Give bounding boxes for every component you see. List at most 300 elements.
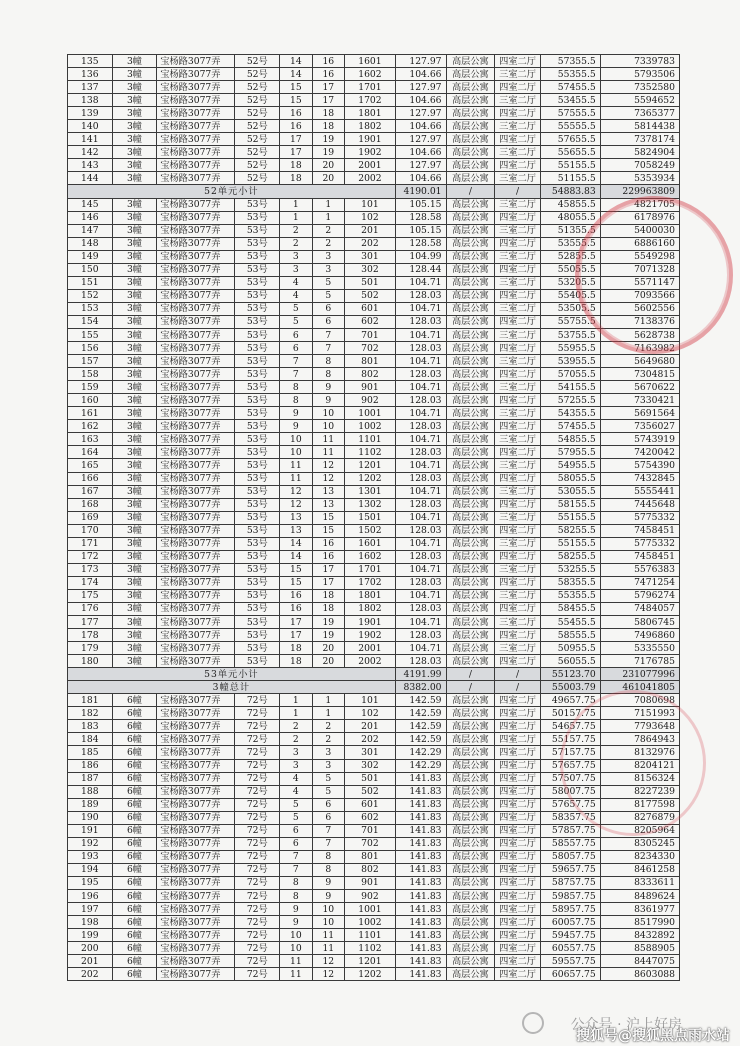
cell-total-price: 229963809 [600,185,679,198]
cell-room: 502 [345,785,396,798]
cell-road: 宝杨路3077弄 [157,942,235,955]
cell-building: 6幢 [112,824,157,837]
cell-nominal-floor: 10 [312,903,344,916]
cell-building: 6幢 [112,837,157,850]
cell-unit-price: 59657.75 [540,863,600,876]
cell-layout: 四室二厅 [495,472,541,485]
cell-type: 高层公寓 [446,537,495,550]
cell-unit-price: 53955.5 [540,355,600,368]
cell-area: 141.83 [395,929,446,942]
cell-type: 高层公寓 [446,642,495,655]
cell-floor: 10 [280,942,312,955]
cell-type: 高层公寓 [446,694,495,707]
cell-unit-no: 52号 [235,146,280,159]
cell-layout: 四室二厅 [495,968,541,981]
cell-nominal-floor: 6 [312,798,344,811]
cell-seq: 153 [68,302,113,315]
cell-floor: 11 [280,472,312,485]
cell-unit-price: 57455.5 [540,420,600,433]
table-row [68,211,680,224]
cell-road: 宝杨路3077弄 [157,276,235,289]
cell-room: 201 [345,720,396,733]
cell-layout: 三室二厅 [495,276,541,289]
cell-floor: 2 [280,224,312,237]
table-row [68,798,680,811]
cell-unit-price: 51355.5 [540,224,600,237]
cell-area: 142.29 [395,759,446,772]
table-row [68,811,680,824]
cell-floor: 10 [280,433,312,446]
cell-building: 3幢 [112,446,157,459]
cell-road: 宝杨路3077弄 [157,315,235,328]
cell-nominal-floor: 16 [312,550,344,563]
cell-layout: 四室二厅 [495,824,541,837]
cell-seq: 192 [68,837,113,850]
cell-layout: 四室二厅 [495,446,541,459]
cell-total-price: 5594652 [600,94,679,107]
cell-unit-price: 54883.83 [540,185,600,198]
cell-road: 宝杨路3077弄 [157,485,235,498]
cell-floor: 16 [280,107,312,120]
cell-area: 104.66 [395,68,446,81]
cell-floor: 11 [280,968,312,981]
cell-seq: 187 [68,772,113,785]
cell-area: 104.99 [395,250,446,263]
cell-building: 3幢 [112,133,157,146]
cell-building: 3幢 [112,211,157,224]
cell-nominal-floor: 5 [312,289,344,302]
cell-total-price: 8227239 [600,785,679,798]
cell-road: 宝杨路3077弄 [157,394,235,407]
cell-seq: 190 [68,811,113,824]
cell-area: 128.58 [395,211,446,224]
cell-floor: 2 [280,733,312,746]
cell-building: 3幢 [112,381,157,394]
cell-room: 101 [345,198,396,211]
cell-type: 高层公寓 [446,498,495,511]
cell-floor: 12 [280,485,312,498]
cell-room: 1902 [345,146,396,159]
cell-unit-price: 49657.75 [540,694,600,707]
cell-total-price: 8447075 [600,955,679,968]
cell-total-price: 8432892 [600,929,679,942]
cell-road: 宝杨路3077弄 [157,537,235,550]
cell-layout: 三室二厅 [495,511,541,524]
cell-nominal-floor: 9 [312,394,344,407]
cell-building: 3幢 [112,642,157,655]
cell-floor: 4 [280,785,312,798]
cell-seq: 147 [68,224,113,237]
table-row [68,172,680,185]
table-row [68,576,680,589]
cell-room: 302 [345,263,396,276]
cell-nominal-floor: 5 [312,772,344,785]
cell-floor: 8 [280,876,312,889]
cell-layout: 四室二厅 [495,524,541,537]
cell-unit-price: 57507.75 [540,772,600,785]
cell-unit-price: 55655.5 [540,146,600,159]
cell-total-price: 7356027 [600,420,679,433]
table-row [68,81,680,94]
cell-nominal-floor: 6 [312,811,344,824]
cell-nominal-floor: 20 [312,172,344,185]
cell-area: 4191.99 [395,668,446,681]
cell-building: 6幢 [112,707,157,720]
cell-room: 1002 [345,916,396,929]
table-row [68,120,680,133]
cell-floor: 13 [280,511,312,524]
cell-layout: 三室二厅 [495,198,541,211]
cell-type: 高层公寓 [446,968,495,981]
table-row [68,146,680,159]
cell-nominal-floor: 16 [312,55,344,68]
cell-room: 702 [345,342,396,355]
cell-unit-no: 72号 [235,903,280,916]
cell-building: 3幢 [112,485,157,498]
table-row [68,642,680,655]
cell-total-price: 5775332 [600,511,679,524]
cell-layout: 四室二厅 [495,211,541,224]
cell-building: 3幢 [112,263,157,276]
cell-nominal-floor: 20 [312,642,344,655]
cell-road: 宝杨路3077弄 [157,498,235,511]
cell-seq: 196 [68,890,113,903]
cell-nominal-floor: 19 [312,629,344,642]
cell-building: 6幢 [112,916,157,929]
cell-unit-no: 53号 [235,629,280,642]
cell-nominal-floor: 11 [312,929,344,942]
cell-road: 宝杨路3077弄 [157,342,235,355]
cell-room: 202 [345,733,396,746]
table-row [68,394,680,407]
cell-floor: 14 [280,537,312,550]
cell-floor: 9 [280,903,312,916]
cell-seq: 136 [68,68,113,81]
cell-area: 104.71 [395,537,446,550]
cell-unit-no: 72号 [235,733,280,746]
cell-unit-price: 57157.75 [540,746,600,759]
cell-building: 3幢 [112,55,157,68]
cell-seq: 172 [68,550,113,563]
cell-area: 141.83 [395,890,446,903]
cell-nominal-floor: 11 [312,446,344,459]
cell-unit-no: 53号 [235,315,280,328]
cell-road: 宝杨路3077弄 [157,576,235,589]
cell-total-price: 7138376 [600,315,679,328]
cell-nominal-floor: 18 [312,107,344,120]
cell-total-price: 461041805 [600,681,679,694]
cell-total-price: 8276879 [600,811,679,824]
cell-room: 1802 [345,602,396,615]
cell-unit-no: 53号 [235,276,280,289]
cell-room: 601 [345,798,396,811]
cell-unit-no: 53号 [235,289,280,302]
cell-unit-price: 55155.5 [540,537,600,550]
table-row [68,107,680,120]
cell-total-price: 8361977 [600,903,679,916]
cell-type: 高层公寓 [446,133,495,146]
cell-road: 宝杨路3077弄 [157,759,235,772]
cell-type: 高层公寓 [446,485,495,498]
table-row [68,942,680,955]
cell-area: 128.03 [395,342,446,355]
cell-total-price: 8603088 [600,968,679,981]
cell-road: 宝杨路3077弄 [157,824,235,837]
cell-unit-no: 52号 [235,120,280,133]
cell-floor: 11 [280,459,312,472]
cell-area: 104.71 [395,355,446,368]
cell-area: 104.71 [395,276,446,289]
table-row [68,276,680,289]
cell-unit-price: 57955.5 [540,446,600,459]
cell-total-price: 5602556 [600,302,679,315]
cell-seq: 202 [68,968,113,981]
cell-unit-price: 58455.5 [540,602,600,615]
cell-layout: 四室二厅 [495,133,541,146]
cell-seq: 197 [68,903,113,916]
cell-total-price: 5649680 [600,355,679,368]
cell-road: 宝杨路3077弄 [157,224,235,237]
cell-seq: 175 [68,589,113,602]
table-row [68,903,680,916]
cell-area: 104.71 [395,407,446,420]
cell-unit-no: 53号 [235,381,280,394]
table-row [68,876,680,889]
cell-unit-price: 53055.5 [540,485,600,498]
cell-layout: 四室二厅 [495,850,541,863]
cell-area: 8382.00 [395,681,446,694]
cell-unit-no: 72号 [235,759,280,772]
cell-road: 宝杨路3077弄 [157,328,235,341]
cell-unit-price: 53755.5 [540,328,600,341]
cell-road: 宝杨路3077弄 [157,107,235,120]
cell-layout: 四室二厅 [495,929,541,942]
cell-layout: 四室二厅 [495,916,541,929]
cell-area: 104.71 [395,459,446,472]
cell-subtotal-label: 3幢总计 [68,681,396,694]
cell-area: 104.71 [395,589,446,602]
table-row [68,629,680,642]
cell-unit-price: 57355.5 [540,55,600,68]
cell-type: 高层公寓 [446,224,495,237]
cell-seq: 145 [68,198,113,211]
cell-area: 141.83 [395,798,446,811]
cell-total-price: 5670622 [600,381,679,394]
cell-room: 702 [345,837,396,850]
watermark [0,1000,740,1046]
cell-road: 宝杨路3077弄 [157,302,235,315]
cell-road: 宝杨路3077弄 [157,263,235,276]
cell-type: / [446,185,495,198]
cell-layout: 四室二厅 [495,498,541,511]
cell-floor: 14 [280,550,312,563]
cell-subtotal-label: 53单元小计 [68,668,396,681]
cell-layout: 三室二厅 [495,172,541,185]
cell-layout: 三室二厅 [495,120,541,133]
table-row [68,759,680,772]
cell-nominal-floor: 8 [312,850,344,863]
cell-floor: 5 [280,315,312,328]
cell-type: 高层公寓 [446,563,495,576]
table-row [68,890,680,903]
cell-seq: 176 [68,602,113,615]
cell-floor: 1 [280,211,312,224]
cell-floor: 9 [280,420,312,433]
cell-unit-no: 53号 [235,250,280,263]
cell-layout: 四室二厅 [495,746,541,759]
cell-layout: 四室二厅 [495,759,541,772]
cell-road: 宝杨路3077弄 [157,876,235,889]
cell-layout: 三室二厅 [495,563,541,576]
cell-unit-no: 72号 [235,811,280,824]
cell-total-price: 7365377 [600,107,679,120]
cell-area: 128.03 [395,498,446,511]
cell-unit-price: 58007.75 [540,785,600,798]
cell-type: 高层公寓 [446,707,495,720]
cell-unit-price: 58757.75 [540,876,600,889]
cell-seq: 184 [68,733,113,746]
cell-type: 高层公寓 [446,629,495,642]
cell-unit-price: 57255.5 [540,394,600,407]
cell-road: 宝杨路3077弄 [157,355,235,368]
cell-unit-no: 53号 [235,355,280,368]
cell-layout: 四室二厅 [495,107,541,120]
cell-unit-no: 72号 [235,746,280,759]
cell-nominal-floor: 8 [312,863,344,876]
table-row [68,459,680,472]
cell-unit-no: 52号 [235,68,280,81]
cell-room: 802 [345,368,396,381]
cell-building: 3幢 [112,328,157,341]
cell-building: 6幢 [112,955,157,968]
cell-seq: 149 [68,250,113,263]
cell-road: 宝杨路3077弄 [157,407,235,420]
cell-room: 1002 [345,420,396,433]
cell-unit-price: 58555.5 [540,629,600,642]
cell-seq: 186 [68,759,113,772]
cell-floor: 8 [280,394,312,407]
cell-room: 1901 [345,133,396,146]
cell-room: 102 [345,707,396,720]
cell-layout: 四室二厅 [495,602,541,615]
cell-unit-price: 58057.75 [540,850,600,863]
cell-unit-price: 58557.75 [540,837,600,850]
cell-unit-price: 45855.5 [540,198,600,211]
cell-nominal-floor: 13 [312,485,344,498]
cell-seq: 154 [68,315,113,328]
cell-floor: 1 [280,707,312,720]
cell-unit-no: 53号 [235,524,280,537]
cell-unit-no: 53号 [235,433,280,446]
cell-nominal-floor: 17 [312,94,344,107]
cell-area: 142.59 [395,720,446,733]
cell-room: 301 [345,746,396,759]
cell-room: 1602 [345,550,396,563]
cell-room: 1502 [345,524,396,537]
cell-floor: 8 [280,381,312,394]
cell-nominal-floor: 7 [312,837,344,850]
cell-area: 128.03 [395,655,446,668]
cell-layout: 四室二厅 [495,876,541,889]
cell-seq: 189 [68,798,113,811]
cell-area: 128.03 [395,368,446,381]
cell-unit-no: 53号 [235,485,280,498]
cell-unit-no: 53号 [235,563,280,576]
cell-total-price: 7420042 [600,446,679,459]
cell-building: 6幢 [112,785,157,798]
cell-seq: 137 [68,81,113,94]
cell-seq: 142 [68,146,113,159]
cell-layout: 四室二厅 [495,159,541,172]
table-row [68,733,680,746]
cell-type: 高层公寓 [446,159,495,172]
cell-seq: 143 [68,159,113,172]
cell-building: 6幢 [112,772,157,785]
cell-nominal-floor: 3 [312,746,344,759]
cell-unit-price: 55355.5 [540,68,600,81]
cell-total-price: 7080698 [600,694,679,707]
cell-nominal-floor: 12 [312,955,344,968]
cell-building: 3幢 [112,94,157,107]
cell-seq: 167 [68,485,113,498]
cell-building: 6幢 [112,850,157,863]
cell-unit-no: 53号 [235,498,280,511]
cell-room: 1201 [345,955,396,968]
cell-nominal-floor: 7 [312,342,344,355]
cell-nominal-floor: 6 [312,302,344,315]
cell-room: 1102 [345,446,396,459]
cell-unit-no: 72号 [235,798,280,811]
cell-area: 104.71 [395,485,446,498]
cell-unit-price: 55155.5 [540,159,600,172]
cell-building: 3幢 [112,524,157,537]
table-row [68,498,680,511]
cell-floor: 1 [280,198,312,211]
subtotal-row [68,668,680,681]
cell-area: 104.66 [395,146,446,159]
cell-total-price: 8588905 [600,942,679,955]
cell-floor: 6 [280,328,312,341]
cell-unit-no: 53号 [235,328,280,341]
cell-total-price: 7496860 [600,629,679,642]
cell-total-price: 7458451 [600,550,679,563]
cell-area: 104.71 [395,616,446,629]
cell-layout: 三室二厅 [495,68,541,81]
cell-room: 1601 [345,55,396,68]
cell-area: 127.97 [395,159,446,172]
cell-road: 宝杨路3077弄 [157,733,235,746]
table-row [68,472,680,485]
cell-unit-price: 58055.5 [540,472,600,485]
cell-type: 高层公寓 [446,850,495,863]
cell-road: 宝杨路3077弄 [157,616,235,629]
table-row [68,850,680,863]
cell-area: 141.83 [395,850,446,863]
cell-total-price: 5400030 [600,224,679,237]
cell-nominal-floor: 19 [312,616,344,629]
cell-room: 1102 [345,942,396,955]
cell-nominal-floor: 16 [312,68,344,81]
cell-road: 宝杨路3077弄 [157,811,235,824]
cell-unit-price: 53505.5 [540,302,600,315]
cell-seq: 150 [68,263,113,276]
cell-nominal-floor: 11 [312,433,344,446]
cell-type: 高层公寓 [446,420,495,433]
cell-floor: 3 [280,759,312,772]
cell-building: 3幢 [112,146,157,159]
cell-building: 3幢 [112,276,157,289]
cell-road: 宝杨路3077弄 [157,694,235,707]
